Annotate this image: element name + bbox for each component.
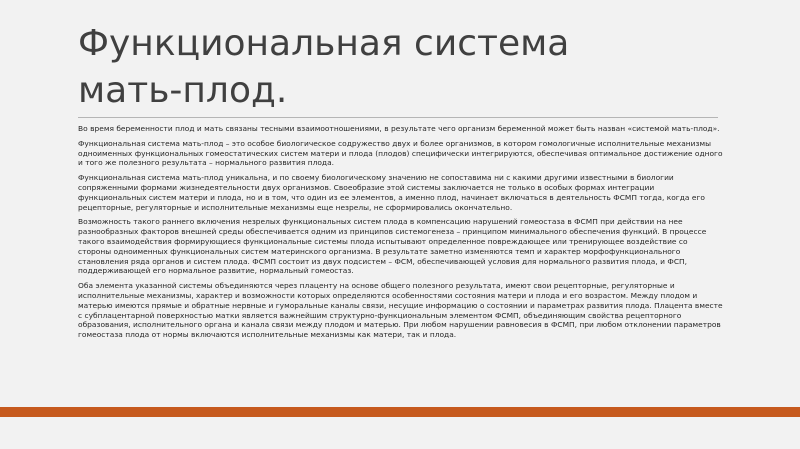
title-divider <box>78 117 718 118</box>
paragraph-2: Функциональная система мать-плод – это особое биологическое содружество двух и более организмов, в котором гомологичные исполнительные механизмы одноименных функциональных гомеостатических систем матери и плода (плодов) специфически интегрируются, обеспечивая оптимальное достижение одного и того же полезного результата – нормального развития плода. <box>78 138 723 168</box>
paragraph-1: Во время беременности плод и мать связаны тесными взаимоотношениями, в результате чего организм беременной может быть назван «системой мать-плод». <box>78 124 720 133</box>
paragraph-5: Оба элемента указанной системы объединяются через плаценту на основе общего полезного результата, имеют свои рецепторные, регуляторные и исполнительные механизмы, характер и возможности которых определяются особенностями состояния матери и плода и его возрастом. Между плодом и матерью имеются прямые и обратные нервные и гуморальные каналы связи, несущие информацию о состоянии и параметрах развития плода. Плацента вместе с субплацентарной поверхностью матки является важнейшим структурно-функциональным элементом ФСМП, объединяющим свойства рецепторного образования, исполнительного органа и канала связи между плодом и матерью. При любом нарушении равновесия в ФСМП, при любом отклонении параметров гомеостаза плода от нормы включаются исполнительные механизмы как матери, так и плода. <box>78 281 723 340</box>
paragraph-3: Функциональная система мать-плод уникальна, и по своему биологическому значению не сопоставима ни с какими другими известными в биологии сопряженными формами жизнедеятельности двух организмов. Своеобразие этой системы заключается не только в особых формах интеграции функциональных систем матери и плода, но и в том, что один из ее элементов, а именно плод, начинает включаться в деятельность ФСМП тогда, когда его рецепторные, регуляторные и исполнительные механизмы еще незрелы, не сформировались окончательно. <box>78 173 705 212</box>
footer-accent-bar <box>0 407 800 417</box>
paragraph-4: Возможность такого раннего включения незрелых функциональных систем плода в компенсацию нарушений гомеостаза в ФСМП при действии на нее разнообразных факторов внешней среды обеспечивается одним из принципов системогенеза – принципом минимального обеспечения функций. В процессе такого взаимодействия формирующиеся функциональные системы плода испытывают определенное повреждающее или тренирующее воздействие со стороны одноименных функциональных систем материнского организма. В результате заметно изменяются темп и характер морфофункционального становления ряда органов и систем плода. ФСМП состоит из двух подсистем – ФСМ, обеспечивающей условия для нормального развития плода, и ФСП, поддерживающей его нормальное развитие, нормальный гомеостаз. <box>78 217 707 276</box>
slide-body-text <box>78 124 723 340</box>
slide-title-line-2: мать-плод. <box>78 70 288 111</box>
slide-title-line-1: Функциональная система <box>78 23 570 64</box>
slide-title <box>78 20 718 114</box>
